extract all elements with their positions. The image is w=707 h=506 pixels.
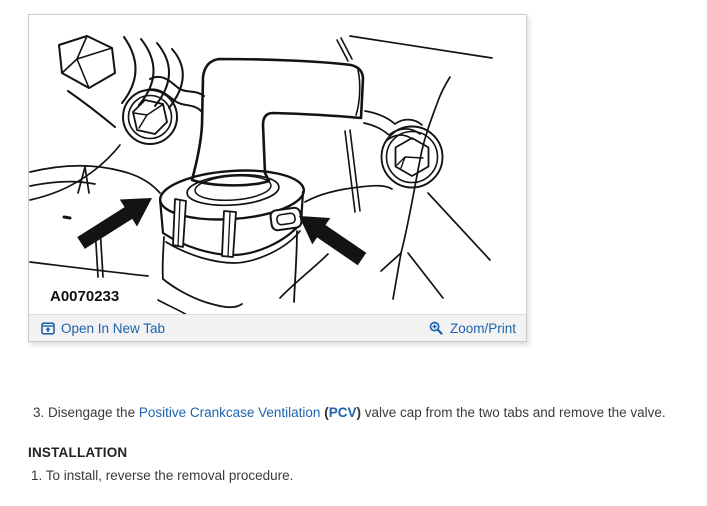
tube-end-face-line: [356, 70, 360, 115]
figure-toolbar: [29, 314, 526, 341]
rod-upper-1: [337, 40, 348, 61]
engine-diagonal-1: [428, 193, 490, 260]
cap-ring-inner: [194, 173, 271, 202]
removal-step-3: [28, 403, 703, 422]
deck-curve-right: [305, 186, 392, 202]
arrow-left-pointer: [77, 198, 152, 249]
bolt2-facets: [134, 105, 162, 128]
installation-heading: INSTALLATION: [28, 445, 128, 460]
zoom-print-label: Zoom/Print: [449, 320, 516, 336]
lower-left-contour: [30, 262, 148, 276]
open-in-new-tab-icon: [41, 321, 55, 335]
rod-lower-2: [350, 130, 360, 211]
pcv-link[interactable]: Positive Crankcase Ventilation: [138, 405, 321, 420]
valve-body-right-edge: [294, 231, 297, 302]
engine-edge-line: [350, 36, 492, 58]
step-3-prefix: 3. Disengage the: [33, 405, 139, 420]
installation-step-1: 1. To install, reverse the removal procedure.: [31, 468, 294, 483]
zoom-print-link[interactable]: [429, 321, 516, 336]
boss-contour-lower-left: [30, 145, 120, 200]
figure-card: [28, 14, 527, 342]
step-3-paren-close: ): [356, 405, 361, 420]
bolt2-outer-circle: [123, 90, 177, 144]
arrow-right-pointer: [299, 216, 366, 265]
cap-slot-outer: [270, 207, 302, 231]
open-in-new-tab-label: Open In New Tab: [61, 320, 166, 336]
bolt-washer-arc-1: [122, 37, 136, 103]
pcv-abbr[interactable]: PCV: [328, 405, 357, 420]
deck-curve-left-2: [30, 182, 95, 186]
rod-lower-1: [345, 131, 355, 212]
arrow-tail-dash: [64, 217, 70, 218]
hose-line-top: [365, 111, 422, 125]
boss-under-bolt: [68, 91, 115, 127]
valve-body-bottom-2: [158, 300, 187, 314]
step-3-paren-open: (: [320, 405, 329, 420]
step-3-suffix: valve cap from the two tabs and remove the valve.: [360, 405, 666, 420]
bracket-curve-upper: [150, 77, 204, 96]
magnifier-plus-icon: [429, 321, 444, 336]
engine-contour-right: [401, 77, 450, 253]
pcv-elbow-tube: [192, 59, 363, 185]
open-in-new-tab-link[interactable]: [41, 321, 165, 336]
valve-body-left-edge: [163, 237, 164, 279]
engine-diagonal-2: [408, 253, 443, 298]
rod-upper-2: [341, 38, 352, 59]
pcv-valve-diagram: [29, 15, 526, 314]
figure-label: A0070233: [50, 288, 120, 305]
bolt-head-top-left: [59, 36, 115, 88]
deck-curve-below-arrow: [280, 254, 328, 298]
valve-body-bottom: [163, 279, 242, 307]
